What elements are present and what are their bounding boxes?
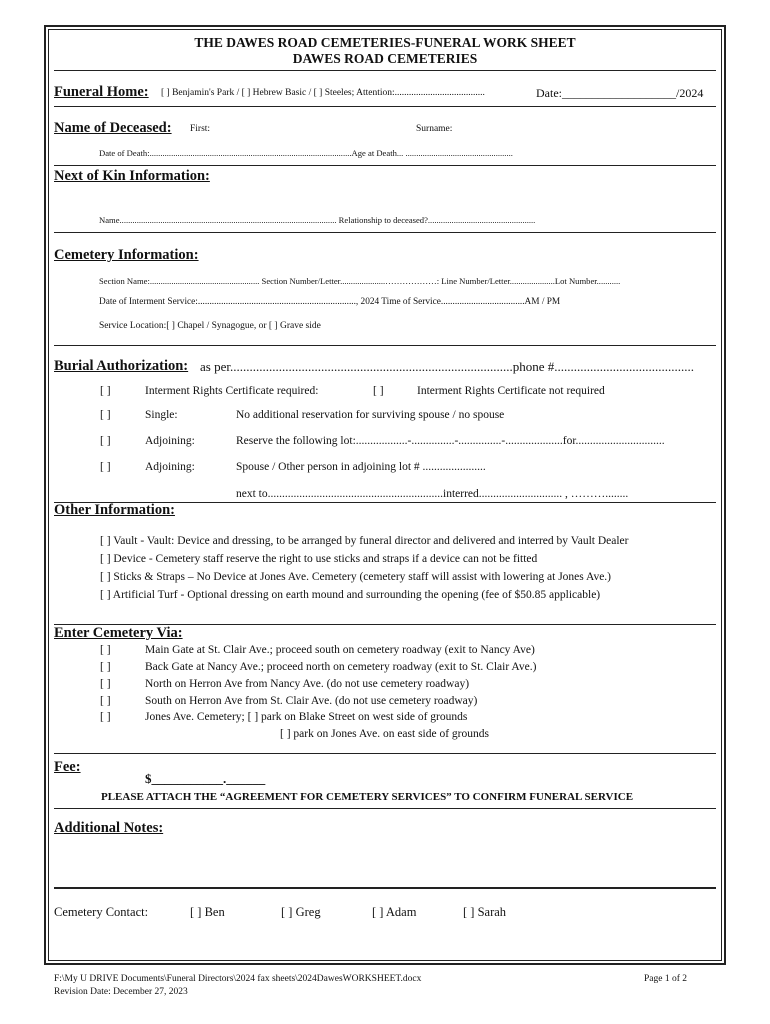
interment-date-field[interactable]: Date of Interment Service:...................................................................., 2024 Time of Service....................................AM / PM	[99, 297, 561, 307]
divider	[54, 70, 716, 71]
divider	[54, 165, 716, 166]
contact-ben-checkbox[interactable]: [ ] Ben	[190, 905, 225, 919]
title-line-2: DAWES ROAD CEMETERIES	[292, 51, 478, 66]
divider	[54, 808, 716, 809]
other-info-heading: Other Information:	[54, 502, 175, 518]
divider	[54, 887, 716, 889]
contact-greg-checkbox[interactable]: [ ] Greg	[281, 905, 321, 919]
device-option[interactable]: [ ] Device - Cemetery staff reserve the right to use sticks and straps if a device can not be fitted	[100, 553, 538, 565]
deceased-heading: Name of Deceased:	[54, 120, 172, 136]
agreement-notice: PLEASE ATTACH THE “AGREEMENT FOR CEMETERY SERVICES” TO CONFIRM FUNERAL SERVICE	[101, 791, 634, 803]
date-field[interactable]: Date:___________________/2024	[536, 86, 704, 100]
next-to-field[interactable]: next to.............................................................interred............................. , ………........	[236, 488, 629, 500]
title-line-1: THE DAWES ROAD CEMETERIES-FUNERAL WORK SHEET	[194, 35, 576, 50]
artificial-turf-option[interactable]: [ ] Artificial Turf - Optional dressing on earth mound and surrounding the opening (fee of $50.85 applicable)	[100, 589, 601, 601]
section-field[interactable]: Section Name:................................................... Section Number/Letter.....................………………: Line Number/Letter.....................Lot Number...........	[99, 276, 621, 286]
service-location-field[interactable]: Service Location:[ ] Chapel / Synagogue, or [ ] Grave side	[99, 321, 321, 331]
page-number: Page 1 of 2	[644, 974, 688, 984]
adjoining-lot-field[interactable]: Spouse / Other person in adjoining lot # ......................	[236, 461, 486, 473]
fee-heading: Fee:	[54, 759, 81, 775]
contact-sarah-checkbox[interactable]: [ ] Sarah	[463, 905, 507, 919]
burial-heading: Burial Authorization:	[54, 358, 189, 374]
entry-jones-ave-east[interactable]: [ ] park on Jones Ave. on east side of grounds	[280, 728, 489, 740]
enter-cemetery-heading: Enter Cemetery Via:	[54, 625, 183, 641]
entry-jones-ave[interactable]: Jones Ave. Cemetery; [ ] park on Blake Street on west side of grounds	[145, 711, 468, 723]
date-of-death-field[interactable]: Date of Death:..............................................................................................Age at Death... ..................................................	[99, 148, 513, 158]
adjoining-checkbox-1[interactable]: [ ]	[100, 435, 111, 447]
surname-field[interactable]: Surname:	[416, 124, 453, 134]
file-path: F:\My U DRIVE Documents\Funeral Directors\2024 fax sheets\2024DawesWORKSHEET.docx	[54, 974, 422, 984]
sticks-straps-option[interactable]: [ ] Sticks & Straps – No Device at Jones Ave. Cemetery (cemetery staff will assist with lowering at Jones Ave.)	[100, 571, 611, 583]
entry-checkbox[interactable]: [ ]	[100, 711, 111, 723]
entry-checkbox[interactable]: [ ]	[100, 678, 111, 690]
no-certificate-label: Interment Rights Certificate not required	[417, 385, 605, 397]
entry-back-gate: Back Gate at Nancy Ave.; proceed north on cemetery roadway (exit to St. Clair Ave.)	[145, 661, 537, 673]
contact-adam-checkbox[interactable]: [ ] Adam	[372, 905, 417, 919]
entry-main-gate: Main Gate at St. Clair Ave.; proceed south on cemetery roadway (exit to Nancy Ave)	[145, 644, 535, 656]
adjoining-label-1: Adjoining:	[145, 435, 195, 447]
funeral-home-heading: Funeral Home:	[54, 84, 149, 100]
no-certificate-checkbox[interactable]: [ ]	[373, 385, 384, 397]
burial-as-per-field[interactable]: as per.......................................................................................phone #...........................................	[200, 359, 694, 374]
divider	[54, 106, 716, 107]
funeral-home-options[interactable]: [ ] Benjamin's Park / [ ] Hebrew Basic / [ ] Steeles; Attention:......................................	[161, 88, 485, 98]
entry-checkbox[interactable]: [ ]	[100, 695, 111, 707]
adjoining-label-2: Adjoining:	[145, 461, 195, 473]
interment-certificate-checkbox[interactable]: [ ]	[100, 385, 111, 397]
cemetery-contact-label: Cemetery Contact:	[54, 905, 149, 919]
next-of-kin-heading: Next of Kin Information:	[54, 168, 210, 184]
single-text: No additional reservation for surviving spouse / no spouse	[236, 409, 505, 421]
next-of-kin-field[interactable]: Name..................................................................................................... Relationship to deceased?..................................................	[99, 215, 536, 225]
reserve-lot-field[interactable]: Reserve the following lot:..................-...............-...............-....................for...............................	[236, 435, 665, 447]
entry-checkbox[interactable]: [ ]	[100, 661, 111, 673]
entry-checkbox[interactable]: [ ]	[100, 644, 111, 656]
first-name-field[interactable]: First:	[190, 124, 211, 134]
fee-amount-field[interactable]: $___________.______	[145, 771, 266, 786]
revision-date: Revision Date: December 27, 2023	[54, 987, 188, 997]
single-label: Single:	[145, 409, 178, 421]
additional-notes-heading: Additional Notes:	[54, 820, 164, 836]
adjoining-checkbox-2[interactable]: [ ]	[100, 461, 111, 473]
divider	[54, 753, 716, 754]
cemetery-heading: Cemetery Information:	[54, 247, 199, 263]
entry-south-herron: South on Herron Ave from St. Clair Ave. (do not use cemetery roadway)	[145, 695, 478, 707]
divider	[54, 345, 716, 346]
divider	[54, 232, 716, 233]
single-checkbox[interactable]: [ ]	[100, 409, 111, 421]
vault-option[interactable]: [ ] Vault - Vault: Device and dressing, to be arranged by funeral director and delivered and interred by Vault Dealer	[100, 535, 629, 547]
entry-north-herron: North on Herron Ave from Nancy Ave. (do not use cemetery roadway)	[145, 678, 470, 690]
interment-certificate-label: Interment Rights Certificate required:	[145, 385, 319, 397]
